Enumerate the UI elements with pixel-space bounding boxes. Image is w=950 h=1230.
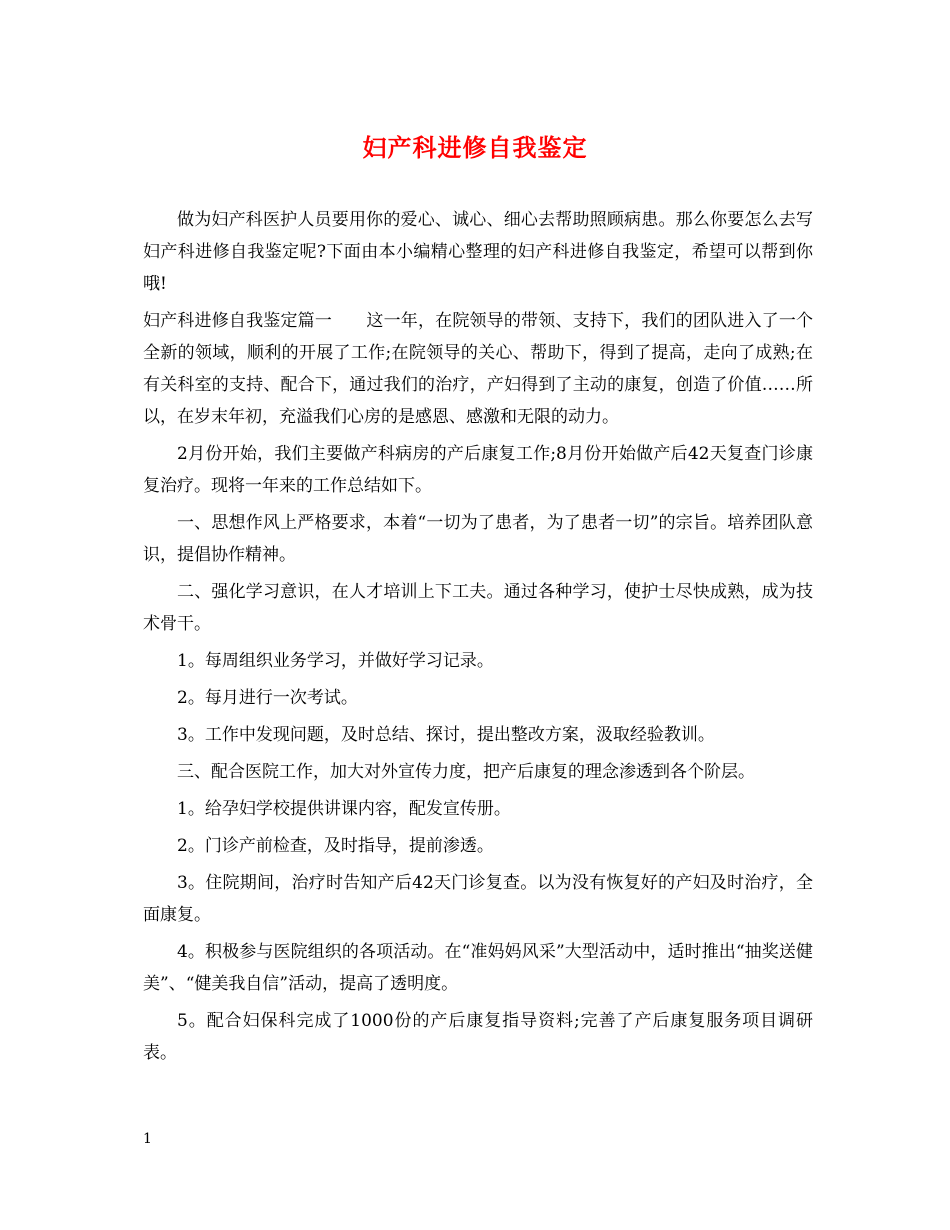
intro-paragraph: 做为妇产科医护人员要用你的爱心、诚心、细心去帮助照顾病患。那么你要怎么去写妇产科进修自我鉴定呢?下面由本小编精心整理的妇产科进修自我鉴定，希望可以帮到你哦!	[143, 210, 813, 294]
list-item: 5。配合妇保科完成了1000份的产后康复指导资料;完善了产后康复服务项目调研表。	[143, 1011, 813, 1063]
list-item: 3。住院期间，治疗时告知产后42天门诊复查。以为没有恢复好的产妇及时治疗，全面康复。	[143, 873, 813, 925]
point-two-paragraph: 二、强化学习意识，在人才培训上下工夫。通过各种学习，使护士尽快成熟，成为技术骨干。	[143, 582, 813, 634]
document-body	[143, 204, 813, 1074]
list-item: 4。积极参与医院组织的各项活动。在“准妈妈风采”大型活动中，适时推出“抽奖送健美”、“健美我自信”活动，提高了透明度。	[143, 942, 813, 994]
list-item: 1。给孕妇学校提供讲课内容，配发宣传册。	[177, 799, 511, 819]
work-summary-paragraph: 2月份开始，我们主要做产科病房的产后康复工作;8月份开始做产后42天复查门诊康复治疗。现将一年来的工作总结如下。	[143, 444, 813, 496]
point-one-paragraph: 一、思想作风上严格要求，本着“一切为了患者，为了患者一切”的宗旨。培养团队意识，提倡协作精神。	[143, 513, 813, 565]
section-one-paragraph: 妇产科进修自我鉴定篇一 这一年，在院领导的带领、支持下，我们的团队进入了一个全新的领域，顺利的开展了工作;在院领导的关心、帮助下，得到了提高，走向了成熟;在有关科室的支持、配合下，通过我们的治疗，产妇得到了主动的康复，创造了价值……所以，在岁末年初，充溢我们心房的是感恩、感激和无限的动力。	[143, 311, 813, 427]
list-item: 1。每周组织业务学习，并做好学习记录。	[177, 651, 494, 671]
page-number: 1	[143, 1131, 152, 1147]
point-three-paragraph: 三、配合医院工作，加大对外宣传力度，把产后康复的理念渗透到各个阶层。	[177, 762, 755, 782]
list-item: 2。门诊产前检查，及时指导，提前渗透。	[177, 836, 494, 856]
list-item: 3。工作中发现问题，及时总结、探讨，提出整改方案，汲取经验教训。	[177, 725, 715, 745]
list-item: 2。每月进行一次考试。	[177, 688, 358, 708]
document-title: 妇产科进修自我鉴定	[362, 133, 588, 162]
